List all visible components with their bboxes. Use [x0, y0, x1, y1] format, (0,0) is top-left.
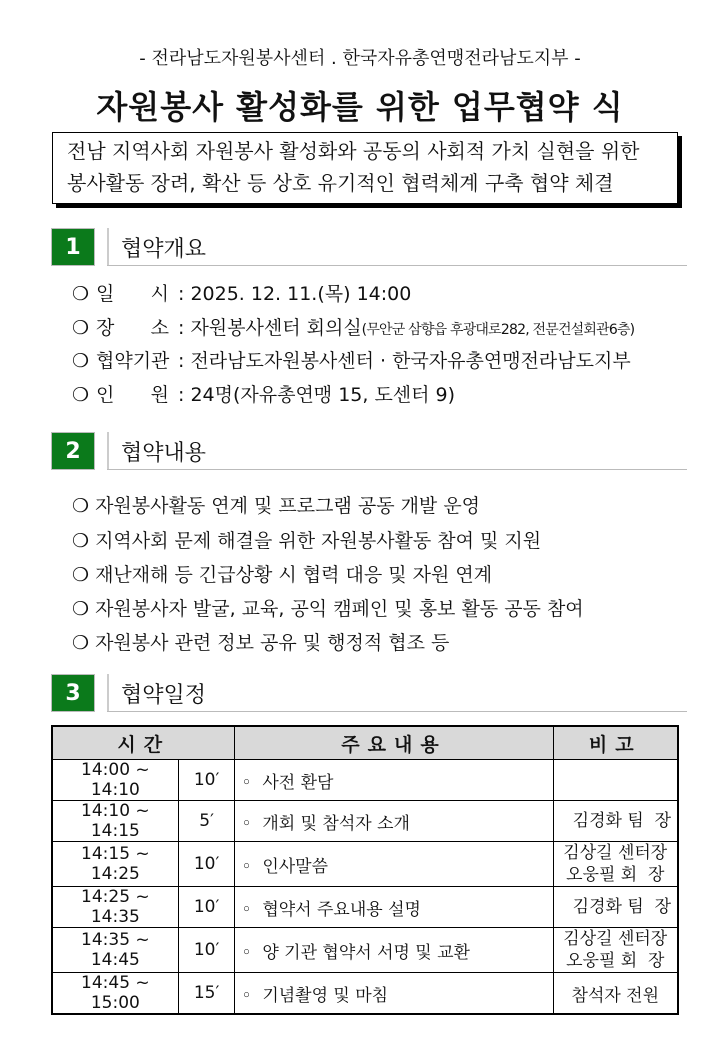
note-cell [553, 973, 678, 1015]
note-cell [553, 887, 678, 928]
content-cell: ◦ 협약서 주요내용 설명 [235, 887, 553, 928]
note-line: 오웅필 회 장 [566, 865, 665, 885]
note-cell [553, 801, 678, 842]
content-item: ❍ 재난재해 등 긴급상황 시 협력 대응 및 자원 연계 [72, 564, 493, 586]
item-key: 장 소 [96, 317, 169, 339]
item-key: 일 시 [96, 283, 169, 305]
note-line: 김상길 센터장 [563, 843, 668, 863]
item-key: 협약기관 [96, 350, 170, 372]
content-item: ❍ 자원봉사자 발굴, 교육, 공익 캠페인 및 홍보 활동 공동 참여 [72, 598, 584, 620]
table-row [52, 928, 678, 973]
summary-line: 봉사활동 장려, 확산 등 상호 유기적인 협력체계 구축 협약 체결 [67, 171, 614, 195]
circle-bullet-icon: ❍ [72, 350, 90, 372]
item-key: 인 원 [96, 384, 169, 406]
schedule-table [51, 725, 679, 1015]
section-number-badge: 2 [51, 432, 95, 470]
note-line: 참석자 전원 [571, 985, 660, 1006]
note-line: 김상길 센터장 [563, 929, 668, 949]
summary-box [52, 132, 678, 204]
item-value: : 전라남도자원봉사센터 · 한국자유총연맹전라남도지부 [178, 350, 631, 372]
table-header-row [52, 726, 678, 760]
section-number-badge: 1 [51, 228, 95, 266]
note-cell [553, 928, 678, 973]
duration-cell: 15′ [178, 973, 235, 1015]
duration-cell: 5′ [178, 801, 235, 842]
overview-item-attendees [72, 380, 455, 407]
overview-item-place [72, 313, 634, 340]
content-item: ❍ 자원봉사 관련 정보 공유 및 행정적 협조 등 [72, 632, 450, 654]
time-cell: 14:35 ~ 14:45 [52, 928, 178, 973]
col-header-note: 비고 [553, 726, 678, 760]
duration-cell: 10′ [178, 760, 235, 801]
organizers-subtitle: - 전라남도자원봉사센터 . 한국자유총연맹전라남도지부 - [139, 48, 581, 69]
item-value: : 2025. 12. 11.(목) 14:00 [178, 283, 412, 305]
item-value: : 자원봉사센터 회의실 [178, 317, 362, 339]
section-title: 협약개요 [121, 237, 207, 262]
content-cell: ◦ 인사말씀 [235, 842, 553, 887]
divider [107, 469, 687, 471]
circle-bullet-icon: ❍ [72, 384, 90, 406]
time-cell: 14:10 ~ 14:15 [52, 801, 178, 842]
divider [107, 265, 687, 267]
section-header-overview [51, 228, 687, 266]
content-cell: ◦ 양 기관 협약서 서명 및 교환 [235, 928, 553, 973]
circle-bullet-icon: ❍ [72, 283, 90, 305]
note-line: 김경화 팀 장 [572, 897, 671, 917]
note-cell [553, 842, 678, 887]
table-row [52, 842, 678, 887]
content-item: ❍ 자원봉사활동 연계 및 프로그램 공동 개발 운영 [72, 495, 481, 517]
note-line: 오웅필 회 장 [566, 951, 665, 971]
table-row [52, 801, 678, 842]
section-title: 협약내용 [121, 441, 207, 466]
content-item: ❍ 지역사회 문제 해결을 위한 자원봉사활동 참여 및 지원 [72, 530, 542, 552]
divider [107, 711, 687, 713]
col-header-time: 시간 [52, 726, 235, 760]
item-value: : 24명(자유총연맹 15, 도센터 9) [178, 384, 456, 406]
section-header-schedule [51, 674, 687, 712]
section-title: 협약일정 [121, 683, 207, 708]
content-cell: ◦ 개회 및 참석자 소개 [235, 801, 553, 842]
address-note: (무안군 삼향읍 후광대로282, 전문건설회관6층) [361, 322, 635, 338]
divider [107, 674, 109, 712]
duration-cell: 10′ [178, 842, 235, 887]
circle-bullet-icon: ❍ [72, 317, 90, 339]
table-row [52, 760, 678, 801]
divider [107, 432, 109, 470]
duration-cell: 10′ [178, 928, 235, 973]
table-row [52, 887, 678, 928]
overview-item-date [72, 279, 411, 306]
time-cell: 14:00 ~ 14:10 [52, 760, 178, 801]
overview-item-parties [72, 346, 631, 373]
time-cell: 14:25 ~ 14:35 [52, 887, 178, 928]
time-cell: 14:45 ~ 15:00 [52, 973, 178, 1015]
content-cell: ◦ 기념촬영 및 마침 [235, 973, 553, 1015]
section-header-contents [51, 432, 687, 470]
note-cell [553, 760, 678, 801]
note-line: 김경화 팀 장 [572, 811, 671, 831]
table-row [52, 973, 678, 1015]
col-header-content: 주요내용 [235, 726, 553, 760]
content-cell: ◦ 사전 환담 [235, 760, 553, 801]
summary-line: 전남 지역사회 자원봉사 활성화와 공동의 사회적 가치 실현을 위한 [67, 139, 640, 163]
duration-cell: 10′ [178, 887, 235, 928]
divider [107, 228, 109, 266]
section-number-badge: 3 [51, 674, 95, 712]
time-cell: 14:15 ~ 14:25 [52, 842, 178, 887]
page-title: 자원봉사 활성화를 위한 업무협약 식 [96, 88, 624, 126]
